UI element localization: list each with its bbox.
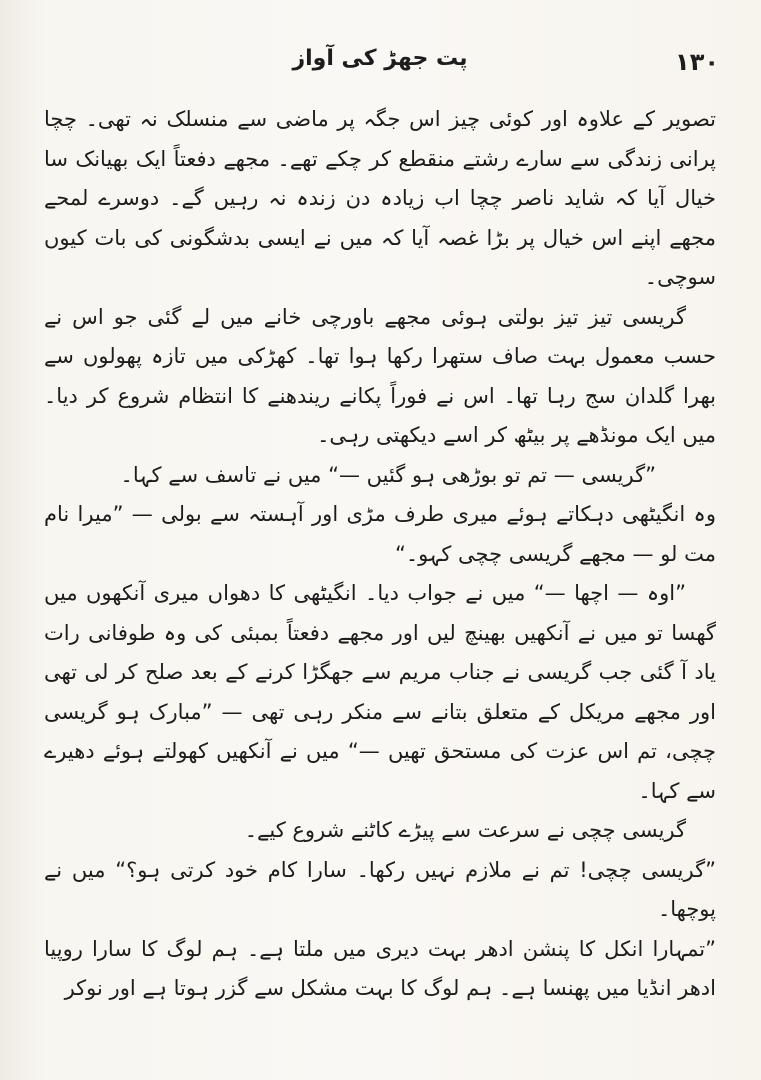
- paragraph: ”گریسی چچی! تم نے ملازم نہیں رکھا۔ سارا کام خود کرتی ہو؟“ میں نے پوچھا۔: [44, 857, 716, 921]
- page-header: [0, 42, 761, 90]
- running-title: پت جھڑ کی آواز: [292, 46, 468, 71]
- paragraph: ”اوہ — اچھا —“ میں نے جواب دیا۔ انگیٹھی کا دھواں میری آنکھوں میں گھسا تو میں نے آنکھیں بھینچ لیں اور مجھے دفعتاً بمبئی کی وہ طوفانی رات یاد آ گئی جب گریسی نے جناب مریم سے جھگڑا کرنے کے بعد صلح کر لی تھی اور مجھے مریکل کے متعلق بتانے سے منکر رہی تھی — ”مبارک ہو گریسی چچی، تم اس عزت کی مستحق تھیں —“ میں نے آنکھیں کھولتے ہوئے دھیرے سے کہا۔: [44, 581, 716, 803]
- paragraph: گریسی تیز تیز بولتی ہوئی مجھے باورچی خانے میں لے گئی جو اس نے حسب معمول بہت صاف ستھرا رکھا ہوا تھا۔ کھڑکی میں تازہ پھولوں سے بھرا گلدان سج رہا تھا۔ اس نے فوراً پکانے ریندھنے کا انتظام شروع کر دیا۔ میں ایک مونڈھے پر بیٹھ کر اسے دیکھتی رہی۔: [44, 304, 716, 447]
- text-body: [44, 100, 716, 1009]
- page-number: ۱۳۰: [675, 48, 719, 76]
- paragraph: تصویر کے علاوہ اور کوئی چیز اس جگہ پر ماضی سے منسلک نہ تھی۔ چچا پرانی زندگی سے سارے رشتے منقطع کر چکے تھے۔ مجھے دفعتاً ایک بھیانک سا خیال آیا کہ شاید ناصر چچا اب زیادہ دن زندہ نہ رہیں گے۔ دوسرے لمحے مجھے اپنے اس خیال پر بڑا غصہ آیا کہ میں نے ایسی بدشگونی کی بات کیوں سوچی۔: [44, 107, 716, 289]
- paragraph: ”گریسی — تم تو بوڑھی ہو گئیں —“ میں نے تاسف سے کہا۔: [120, 462, 656, 487]
- paragraph: ”تمہارا انکل کا پنشن ادھر بہت دیری میں ملتا ہے۔ ہم لوگ کا سارا روپیا ادھر انڈیا میں پھنسا ہے۔ ہم لوگ کا بہت مشکل سے گزر ہوتا ہے اور نوکر: [44, 936, 716, 1000]
- paragraph: وہ انگیٹھی دہکاتے ہوئے میری طرف مڑی اور آہستہ سے بولی — ”میرا نام مت لو — مجھے گریسی چچی کہو۔“: [44, 502, 716, 566]
- paragraph: گریسی چچی نے سرعت سے پیڑے کاٹنے شروع کیے۔: [244, 818, 686, 842]
